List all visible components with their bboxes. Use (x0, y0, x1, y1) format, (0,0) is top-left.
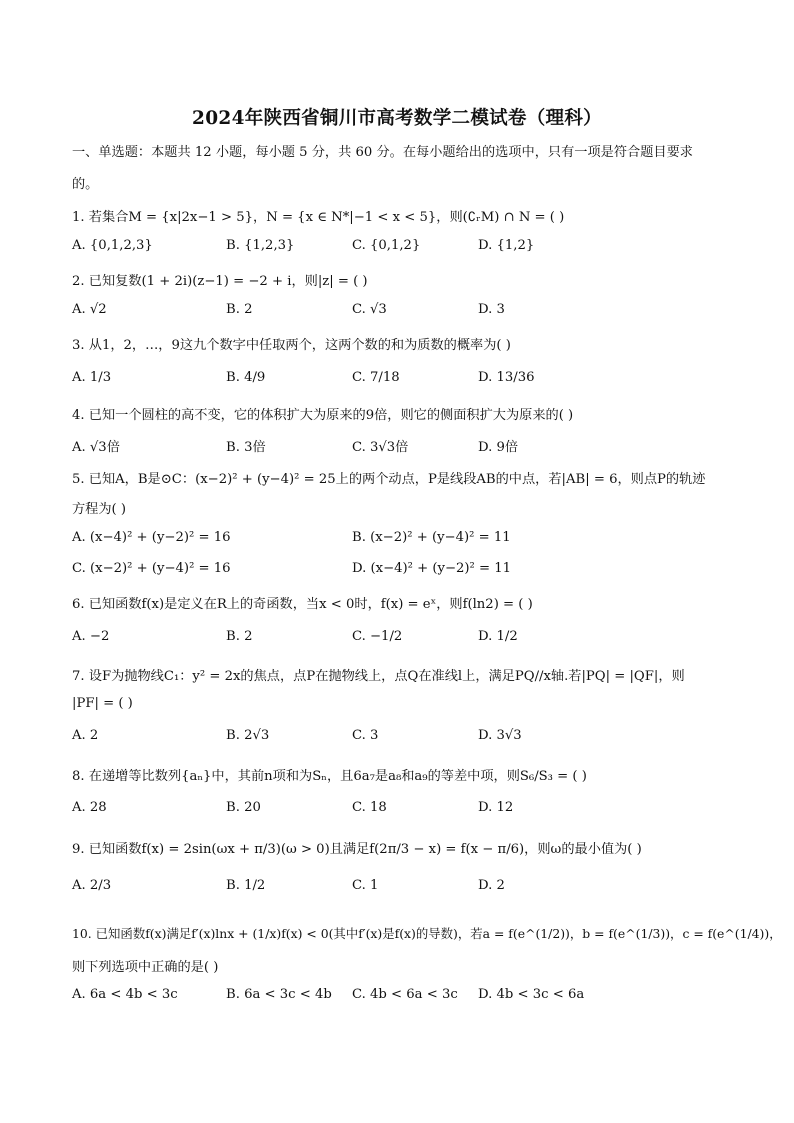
q10-option-c: C. 4b < 6a < 3c (352, 987, 458, 1002)
q5-option-b: B. (x−2)² + (y−4)² = 11 (352, 530, 511, 545)
question-5-line-2: 方程为( ) (72, 502, 127, 517)
question-7-line-2: |PF| = ( ) (72, 696, 133, 711)
q2-option-b: B. 2 (226, 302, 253, 317)
question-4: 4. 已知一个圆柱的高不变，它的体积扩大为原来的9倍，则它的侧面积扩大为原来的( ) (72, 408, 574, 423)
question-10-line-2: 则下列选项中正确的是( ) (72, 960, 219, 975)
q5-option-c: C. (x−2)² + (y−4)² = 16 (72, 561, 231, 576)
q9-option-a: A. 2/3 (72, 878, 112, 893)
q7-option-b: B. 2√3 (226, 728, 270, 743)
q9-option-c: C. 1 (352, 878, 379, 893)
q7-option-a: A. 2 (72, 728, 99, 743)
q3-option-d: D. 13/36 (478, 370, 535, 385)
q8-option-a: A. 28 (72, 800, 107, 815)
q1-option-b: B. {1,2,3} (226, 238, 295, 253)
question-6: 6. 已知函数f(x)是定义在R上的奇函数，当x < 0时，f(x) = eˣ，则f(ln2) = ( ) (72, 597, 533, 612)
q5-option-d: D. (x−4)² + (y−2)² = 11 (352, 561, 512, 576)
question-7-line-1: 7. 设F为抛物线C₁：y² = 2x的焦点，点P在抛物线上，点Q在准线l上，满足PQ//x轴.若|PQ| = |QF|，则 (72, 669, 685, 684)
question-1: 1. 若集合M = {x|2x−1 > 5}，N = {x ∈ N*|−1 < x < 5}，则(∁ᵣM) ∩ N = ( ) (72, 210, 565, 225)
question-2: 2. 已知复数(1 + 2i)(z−1) = −2 + i，则|z| = ( ) (72, 274, 368, 289)
question-9: 9. 已知函数f(x) = 2sin(ωx + π/3)(ω > 0)且满足f(2π/3 − x) = f(x − π/6)，则ω的最小值为( ) (72, 842, 642, 857)
q1-option-a: A. {0,1,2,3} (72, 238, 153, 253)
section-heading-line-2: 的。 (72, 177, 99, 192)
q4-option-b: B. 3倍 (226, 440, 266, 455)
q10-option-d: D. 4b < 3c < 6a (478, 987, 585, 1002)
q9-option-b: B. 1/2 (226, 878, 266, 893)
q4-option-a: A. √3倍 (72, 440, 120, 455)
q2-option-a: A. √2 (72, 302, 107, 317)
q8-option-b: B. 20 (226, 800, 261, 815)
q4-option-d: D. 9倍 (478, 440, 519, 455)
question-8: 8. 在递增等比数列{aₙ}中，其前n项和为Sₙ，且6a₇是a₈和a₉的等差中项，则S₆/S₃ = ( ) (72, 769, 587, 784)
q10-option-a: A. 6a < 4b < 3c (72, 987, 178, 1002)
q6-option-b: B. 2 (226, 629, 253, 644)
q8-option-c: C. 18 (352, 800, 387, 815)
q8-option-d: D. 12 (478, 800, 514, 815)
q3-option-b: B. 4/9 (226, 370, 266, 385)
page-title: 2024年陕西省铜川市高考数学二模试卷（理科） (192, 108, 602, 129)
q7-option-c: C. 3 (352, 728, 379, 743)
section-heading-line-1: 一、单选题：本题共 12 小题，每小题 5 分，共 60 分。在每小题给出的选项中，只有一项是符合题目要求 (72, 145, 693, 160)
q2-option-c: C. √3 (352, 302, 387, 317)
q9-option-d: D. 2 (478, 878, 505, 893)
q3-option-c: C. 7/18 (352, 370, 400, 385)
question-10-line-1: 10. 已知函数f(x)满足f′(x)lnx + (1/x)f(x) < 0(其中f′(x)是f(x)的导数)，若a = f(e^(1/2))，b = f(e^(1/3))，c = f(e^(1/4))， (72, 926, 782, 941)
q2-option-d: D. 3 (478, 302, 505, 317)
question-5-line-1: 5. 已知A，B是⊙C：(x−2)² + (y−4)² = 25上的两个动点，P是线段AB的中点，若|AB| = 6，则点P的轨迹 (72, 472, 706, 487)
q4-option-c: C. 3√3倍 (352, 440, 409, 455)
question-3: 3. 从1，2，…，9这九个数字中任取两个，这两个数的和为质数的概率为( ) (72, 338, 511, 353)
q6-option-d: D. 1/2 (478, 629, 518, 644)
q6-option-c: C. −1/2 (352, 629, 403, 644)
q1-option-d: D. {1,2} (478, 238, 535, 253)
q7-option-d: D. 3√3 (478, 728, 522, 743)
q6-option-a: A. −2 (72, 629, 110, 644)
q1-option-c: C. {0,1,2} (352, 238, 421, 253)
q5-option-a: A. (x−4)² + (y−2)² = 16 (72, 530, 231, 545)
q3-option-a: A. 1/3 (72, 370, 112, 385)
q10-option-b: B. 6a < 3c < 4b (226, 987, 332, 1002)
